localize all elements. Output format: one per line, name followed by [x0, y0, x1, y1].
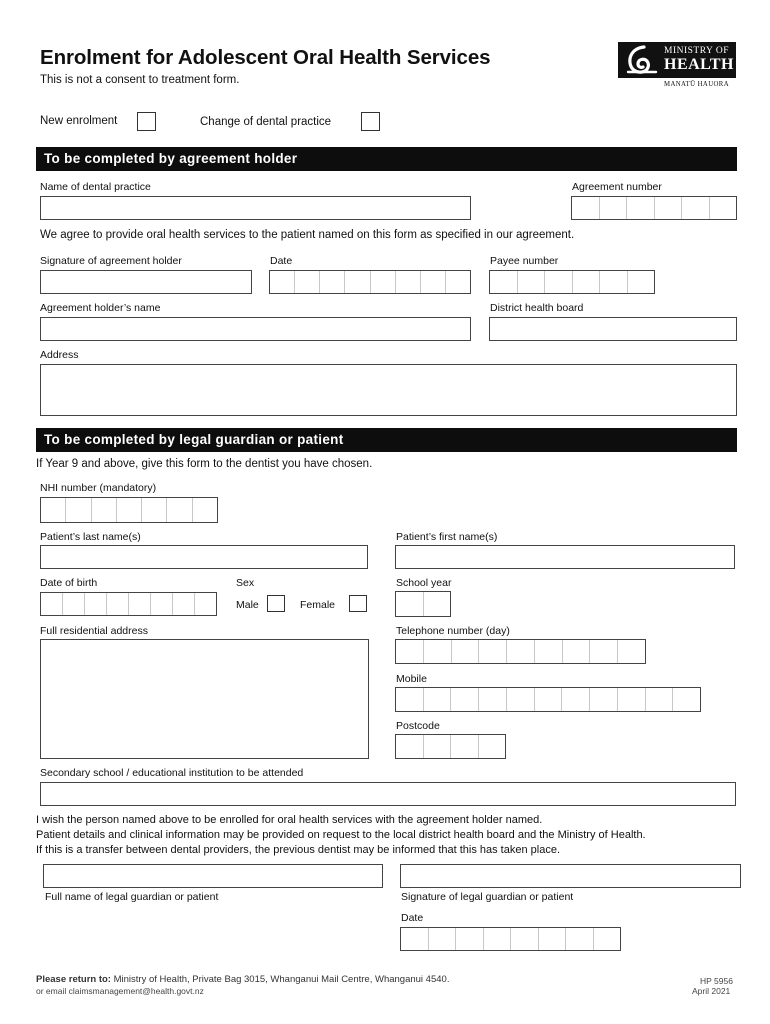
- page-subtitle: This is not a consent to treatment form.: [40, 74, 240, 86]
- declaration-line-3: If this is a transfer between dental providers, the previous dentist may be informed that this has taken place.: [36, 844, 561, 856]
- address-label: Address: [40, 349, 79, 361]
- mobile-label: Mobile: [396, 673, 427, 685]
- payee-number-field[interactable]: [489, 270, 655, 294]
- declaration-line-2: Patient details and clinical information may be provided on request to the local district health board and the Ministry of Health.: [36, 829, 646, 841]
- male-label: Male: [236, 599, 259, 611]
- guardian-date-field[interactable]: [400, 927, 621, 951]
- guardian-full-name-label: Full name of legal guardian or patient: [45, 891, 219, 903]
- declaration-line-1: I wish the person named above to be enrolled for oral health services with the agreement holder named.: [36, 814, 543, 826]
- guardian-date-label: Date: [401, 912, 424, 924]
- last-name-label: Patient’s last name(s): [40, 531, 141, 543]
- practice-name-field[interactable]: [40, 196, 471, 220]
- phone-day-field[interactable]: [395, 639, 646, 664]
- male-checkbox[interactable]: [267, 595, 285, 612]
- school-year-field[interactable]: [395, 591, 451, 617]
- agreement-date-field[interactable]: [269, 270, 471, 294]
- return-address: [36, 974, 449, 985]
- holder-name-field[interactable]: [40, 317, 471, 341]
- sex-label: Sex: [236, 577, 255, 589]
- ministry-logo: [618, 42, 736, 78]
- school-year-label: School year: [396, 577, 452, 589]
- school-label: Secondary school / educational institution to be attended: [40, 767, 304, 779]
- return-address-text: Ministry of Health, Private Bag 3015, Whanganui Mail Centre, Whanganui 4540.: [113, 974, 450, 985]
- guardian-signature-field[interactable]: [400, 864, 741, 888]
- payee-number-label: Payee number: [490, 255, 559, 267]
- agreement-holder-signature-field[interactable]: [40, 270, 252, 294]
- section-heading-agreement-holder: To be completed by agreement holder: [36, 147, 737, 171]
- residential-address-label: Full residential address: [40, 625, 148, 637]
- first-name-field[interactable]: [395, 545, 735, 569]
- dhb-field[interactable]: [489, 317, 737, 341]
- signature-label: Signature of agreement holder: [40, 255, 182, 267]
- dhb-label: District health board: [490, 302, 584, 314]
- koru-icon: [622, 42, 662, 78]
- year9-instruction: If Year 9 and above, give this form to the dentist you have chosen.: [36, 458, 373, 470]
- nhi-number-field[interactable]: [40, 497, 218, 523]
- logo-text-ministry: MINISTRY OF: [664, 46, 730, 56]
- guardian-signature-label: Signature of legal guardian or patient: [401, 891, 574, 903]
- change-practice-label: Change of dental practice: [200, 116, 332, 128]
- section-heading-guardian-patient: To be completed by legal guardian or patient: [36, 428, 737, 452]
- female-checkbox[interactable]: [349, 595, 367, 612]
- return-label: Please return to:: [36, 974, 111, 985]
- postcode-label: Postcode: [396, 720, 440, 732]
- date-label: Date: [270, 255, 293, 267]
- first-name-label: Patient’s first name(s): [396, 531, 498, 543]
- agreement-number-field[interactable]: [571, 196, 737, 220]
- phone-day-label: Telephone number (day): [396, 625, 510, 637]
- logo-subtitle: MANATŪ HAUORA: [664, 81, 730, 88]
- email-line: or email claimsmanagement@health.govt.nz: [36, 986, 204, 996]
- dob-field[interactable]: [40, 592, 217, 616]
- form-code: HP 5956: [700, 976, 733, 986]
- nhi-label: NHI number (mandatory): [40, 482, 157, 494]
- logo-text-health: HEALTH: [664, 56, 734, 73]
- dob-label: Date of birth: [40, 577, 98, 589]
- last-name-field[interactable]: [40, 545, 368, 569]
- holder-name-label: Agreement holder’s name: [40, 302, 161, 314]
- female-label: Female: [300, 599, 336, 611]
- mobile-field[interactable]: [395, 687, 701, 712]
- school-field[interactable]: [40, 782, 736, 806]
- postcode-field[interactable]: [395, 734, 506, 759]
- new-enrolment-label: New enrolment: [40, 115, 118, 127]
- new-enrolment-checkbox[interactable]: [137, 112, 156, 131]
- agreement-statement: We agree to provide oral health services to the patient named on this form as specified in our agreement.: [40, 229, 575, 241]
- guardian-full-name-field[interactable]: [43, 864, 383, 888]
- address-field[interactable]: [40, 364, 737, 416]
- page-title: Enrolment for Adolescent Oral Health Services: [40, 46, 491, 69]
- change-practice-checkbox[interactable]: [361, 112, 380, 131]
- agreement-number-label: Agreement number: [572, 181, 662, 193]
- practice-name-label: Name of dental practice: [40, 181, 151, 193]
- residential-address-field[interactable]: [40, 639, 369, 759]
- form-date: April 2021: [692, 986, 731, 996]
